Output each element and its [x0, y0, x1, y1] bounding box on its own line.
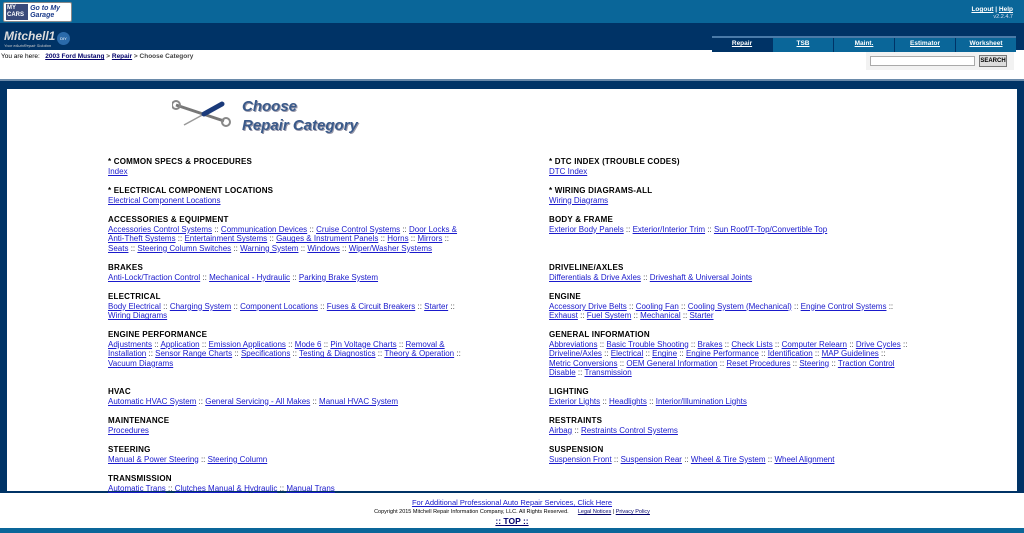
- section-links: [549, 426, 909, 436]
- category-link[interactable]: Traction Control Disable: [549, 358, 895, 378]
- separator: ::: [575, 368, 585, 378]
- section-title: TRANSMISSION: [108, 474, 172, 483]
- logo-text: Mitchell1: [4, 29, 56, 43]
- separator: ::: [600, 396, 610, 406]
- category-section: [108, 263, 468, 282]
- category-link[interactable]: Engine Control Systems: [800, 301, 887, 311]
- category-section: [108, 387, 468, 406]
- separator: ::: [790, 358, 800, 368]
- category-section: [108, 445, 468, 464]
- section-links: [108, 196, 468, 206]
- separator: ::: [400, 224, 409, 234]
- category-link[interactable]: Airbag: [549, 425, 573, 435]
- category-link[interactable]: Engine Performance: [685, 349, 759, 359]
- section-title: * COMMON SPECS & PROCEDURES: [108, 157, 253, 166]
- section-links: [108, 225, 468, 254]
- category-link[interactable]: Brakes: [697, 339, 723, 349]
- category-link[interactable]: Metric Conversions: [549, 358, 618, 368]
- separator: ::: [317, 301, 327, 311]
- separator: ::: [688, 339, 698, 349]
- category-link[interactable]: Manual Trans: [286, 483, 335, 493]
- separator: ::: [152, 339, 161, 349]
- mitchell1-logo: [4, 29, 55, 48]
- category-link[interactable]: Gauges & Instrument Panels: [276, 234, 379, 244]
- category-link[interactable]: Testing & Diagnostics: [299, 349, 376, 359]
- section-links: [549, 196, 909, 206]
- category-link[interactable]: Interior/Illumination Lights: [655, 396, 747, 406]
- tab-worksheet[interactable]: Worksheet: [956, 38, 1016, 52]
- search-area: [866, 52, 1014, 70]
- category-link[interactable]: Headlights: [609, 396, 647, 406]
- tab-maint[interactable]: Maint.: [834, 38, 894, 52]
- category-link[interactable]: Sensor Range Charts: [155, 349, 233, 359]
- help-link[interactable]: Help: [998, 6, 1013, 13]
- logo-tagline: Your eAutoRepair Solution: [4, 43, 52, 48]
- separator: ::: [646, 396, 656, 406]
- separator: ::: [765, 454, 775, 464]
- separator: ::: [886, 301, 894, 311]
- category-link[interactable]: Emission Applications: [208, 339, 286, 349]
- separator: ::: [165, 483, 175, 493]
- section-links: [108, 302, 468, 321]
- separator: ::: [267, 234, 277, 244]
- separator: ::: [878, 349, 886, 359]
- category-link[interactable]: Vacuum Diagrams: [108, 358, 174, 368]
- separator: ::: [290, 272, 299, 282]
- separator: ::: [640, 272, 650, 282]
- category-link[interactable]: Wiring Diagrams: [549, 195, 609, 205]
- category-link[interactable]: Steering: [799, 358, 830, 368]
- category-link[interactable]: Abbreviations: [549, 339, 598, 349]
- separator: ::: [572, 425, 582, 435]
- separator: ::: [577, 311, 587, 321]
- section-links: [549, 273, 909, 283]
- category-link[interactable]: Identification: [767, 349, 813, 359]
- category-link[interactable]: Pin Voltage Charts: [330, 339, 397, 349]
- category-section: [549, 157, 909, 176]
- category-link[interactable]: Starter: [424, 301, 449, 311]
- category-section: [549, 215, 909, 234]
- separator: ::: [623, 224, 633, 234]
- category-link[interactable]: Windows: [307, 243, 340, 253]
- section-links: [549, 340, 909, 378]
- category-link[interactable]: Suspension Front: [549, 454, 612, 464]
- category-link[interactable]: Electrical Component Locations: [108, 195, 221, 205]
- category-link[interactable]: Accessories Control Systems: [108, 224, 213, 234]
- breadcrumb-current: Choose Category: [139, 53, 194, 60]
- category-link[interactable]: General Servicing - All Makes: [205, 396, 311, 406]
- category-link[interactable]: Exterior/Interior Trim: [632, 224, 706, 234]
- back-to-top-link[interactable]: :: TOP ::: [495, 516, 529, 526]
- section-links: [108, 426, 468, 436]
- content-frame: [0, 79, 1024, 493]
- page-title: [242, 97, 358, 135]
- separator: ::: [601, 349, 611, 359]
- category-section: [549, 292, 909, 321]
- separator: ::: [643, 349, 653, 359]
- category-link[interactable]: Electrical: [610, 349, 644, 359]
- category-link[interactable]: Index: [108, 166, 128, 176]
- separator: ::: [846, 339, 856, 349]
- category-link[interactable]: Computer Relearn: [781, 339, 847, 349]
- category-link[interactable]: Automatic HVAC System: [108, 396, 197, 406]
- separator: ::: [448, 301, 455, 311]
- separator: ::: [454, 349, 461, 359]
- separator: ::: [705, 224, 714, 234]
- category-link[interactable]: Reset Procedures: [726, 358, 791, 368]
- section-title: RESTRAINTS: [549, 416, 603, 425]
- separator: ::: [681, 454, 691, 464]
- separator: ::: [722, 339, 732, 349]
- legal-notices-link[interactable]: Legal Notices: [577, 509, 612, 515]
- category-panel: [7, 89, 1017, 491]
- category-link[interactable]: Component Locations: [240, 301, 318, 311]
- privacy-policy-link[interactable]: Privacy Policy: [615, 509, 650, 515]
- category-link[interactable]: Check Lists: [731, 339, 773, 349]
- separator: ::: [631, 311, 641, 321]
- tools-icon: [172, 99, 234, 129]
- category-link[interactable]: Exterior Lights: [549, 396, 601, 406]
- category-link[interactable]: Steering Column: [207, 454, 268, 464]
- category-link[interactable]: Warning System: [240, 243, 299, 253]
- category-link[interactable]: Specifications: [240, 349, 291, 359]
- separator: ::: [212, 224, 221, 234]
- category-link[interactable]: Driveline/Axles: [549, 349, 602, 359]
- separator: ::: [408, 234, 418, 244]
- separator: ::: [231, 243, 241, 253]
- separator: ::: [758, 349, 768, 359]
- category-link[interactable]: DTC Index: [549, 166, 588, 176]
- section-title: ACCESSORIES & EQUIPMENT: [108, 215, 229, 224]
- category-link[interactable]: Basic Trouble Shooting: [606, 339, 689, 349]
- go-to-my-garage-button[interactable]: [3, 2, 72, 22]
- separator: ::: [285, 339, 295, 349]
- category-link[interactable]: Restraints Control Systems: [581, 425, 678, 435]
- title-line1: Choose: [242, 98, 298, 115]
- section-title: SUSPENSION: [549, 445, 604, 454]
- category-section: [108, 292, 468, 321]
- logout-link[interactable]: Logout: [971, 6, 994, 13]
- my-cars-plate: MY CARS: [6, 4, 28, 20]
- section-links: [108, 397, 468, 407]
- category-link[interactable]: Clutches Manual & Hydraulic: [174, 483, 278, 493]
- category-link[interactable]: Fuses & Circuit Breakers: [326, 301, 416, 311]
- category-link[interactable]: Cruise Control Systems: [316, 224, 401, 234]
- category-section: [108, 215, 468, 253]
- category-link[interactable]: Horns: [387, 234, 409, 244]
- separator: ::: [717, 358, 727, 368]
- breadcrumb-vehicle[interactable]: 2003 Ford Mustang: [45, 53, 105, 60]
- separator: ::: [378, 234, 388, 244]
- search-button[interactable]: SEARCH: [979, 55, 1007, 67]
- separator: ::: [175, 234, 185, 244]
- separator: ::: [196, 396, 206, 406]
- category-link[interactable]: Wiring Diagrams: [108, 311, 168, 321]
- separator: ::: [626, 301, 636, 311]
- separator: ::: [310, 396, 320, 406]
- section-title: STEERING: [108, 445, 151, 454]
- category-link[interactable]: Procedures: [108, 425, 149, 435]
- category-section: [108, 157, 468, 176]
- section-links: [108, 167, 468, 177]
- separator: ::: [680, 311, 690, 321]
- category-link[interactable]: Steering Column Switches: [137, 243, 232, 253]
- separator: ::: [396, 339, 406, 349]
- separator: ::: [812, 349, 822, 359]
- category-link[interactable]: Seats: [108, 243, 129, 253]
- category-section: [549, 445, 909, 464]
- category-section: [549, 263, 909, 282]
- category-link[interactable]: MAP Guidelines: [821, 349, 879, 359]
- category-link[interactable]: Driveshaft & Universal Joints: [649, 272, 753, 282]
- category-link[interactable]: Removal & Installation: [108, 339, 445, 359]
- section-links: [549, 225, 909, 235]
- section-links: [108, 273, 468, 283]
- search-input[interactable]: [870, 56, 975, 66]
- section-links: [108, 340, 468, 369]
- diy-badge: DIY: [57, 32, 70, 45]
- category-section: [549, 186, 909, 205]
- category-link[interactable]: Wiper/Washer Systems: [348, 243, 432, 253]
- section-title: ELECTRICAL: [108, 292, 161, 301]
- main-tabs: [712, 36, 1016, 52]
- breadcrumb: You are here: 2003 Ford Mustang > Repair > Choose Category: [1, 53, 194, 60]
- section-title: BODY & FRAME: [549, 215, 614, 224]
- section-title: BRAKES: [108, 263, 143, 272]
- separator: ::: [678, 301, 688, 311]
- copyright-text: Copyright 2015 Mitchell Repair Information Company, LLC. All Rights Reserved.: [374, 509, 569, 515]
- separator: ::: [611, 454, 621, 464]
- category-link[interactable]: Mechanical: [640, 311, 681, 321]
- separator: ::: [339, 243, 349, 253]
- separator: ::: [617, 358, 627, 368]
- separator: ::: [900, 339, 908, 349]
- category-link[interactable]: Transmission: [584, 368, 632, 378]
- category-link[interactable]: Charging System: [169, 301, 232, 311]
- category-link[interactable]: Cooling Fan: [635, 301, 679, 311]
- category-link[interactable]: Adjustments: [108, 339, 153, 349]
- separator: ::: [232, 349, 241, 359]
- account-links: Logout | Help v2.2.4.7: [971, 6, 1013, 20]
- separator: ::: [199, 339, 209, 349]
- category-link[interactable]: Entertainment Systems: [184, 234, 268, 244]
- category-link[interactable]: Exhaust: [549, 311, 578, 321]
- category-link[interactable]: Suspension Rear: [620, 454, 682, 464]
- category-link[interactable]: Wheel & Tire System: [690, 454, 766, 464]
- section-title: * WIRING DIAGRAMS-ALL: [549, 186, 653, 195]
- section-title: DRIVELINE/AXLES: [549, 263, 624, 272]
- separator: ::: [198, 454, 208, 464]
- separator: ::: [375, 349, 385, 359]
- section-title: MAINTENANCE: [108, 416, 170, 425]
- separator: ::: [677, 349, 686, 359]
- separator: ::: [442, 234, 450, 244]
- category-section: [549, 387, 909, 406]
- separator: ::: [146, 349, 156, 359]
- category-link[interactable]: Theory & Operation: [384, 349, 455, 359]
- category-link[interactable]: Door Locks & Anti-Theft Systems: [108, 224, 458, 244]
- category-link[interactable]: Differentials & Drive Axles: [549, 272, 641, 282]
- category-link[interactable]: Wheel Alignment: [774, 454, 835, 464]
- separator: ::: [415, 301, 425, 311]
- section-links: [549, 167, 909, 177]
- category-link[interactable]: Mode 6: [294, 339, 322, 349]
- category-link[interactable]: Mechanical - Hydraulic: [209, 272, 290, 282]
- tab-tsb[interactable]: TSB: [773, 38, 833, 52]
- separator: ::: [231, 301, 241, 311]
- separator: ::: [597, 339, 607, 349]
- category-link[interactable]: Mirrors: [417, 234, 443, 244]
- separator: ::: [200, 272, 210, 282]
- category-section: [108, 186, 468, 205]
- breadcrumb-repair[interactable]: Repair: [111, 53, 133, 60]
- section-title: * ELECTRICAL COMPONENT LOCATIONS: [108, 186, 274, 195]
- category-section: [108, 330, 468, 368]
- section-title: ENGINE PERFORMANCE: [108, 330, 208, 339]
- section-links: [108, 455, 468, 465]
- category-link[interactable]: OEM General Information: [626, 358, 718, 368]
- separator: ::: [791, 301, 801, 311]
- section-links: [549, 397, 909, 407]
- separator: ::: [290, 349, 300, 359]
- breadcrumb-prefix: You are here:: [1, 53, 40, 60]
- section-links: [549, 302, 909, 321]
- garage-label: Go to My Garage: [30, 5, 61, 19]
- section-links: [549, 455, 909, 465]
- category-link[interactable]: Fuel System: [586, 311, 632, 321]
- section-title: ENGINE: [549, 292, 581, 301]
- top-bar: [0, 0, 1024, 23]
- separator: ::: [160, 301, 170, 311]
- category-link[interactable]: Communication Devices: [220, 224, 308, 234]
- category-link[interactable]: Manual HVAC System: [319, 396, 399, 406]
- separator: ::: [307, 224, 317, 234]
- category-link[interactable]: Automatic Trans: [108, 483, 166, 493]
- category-link[interactable]: Sun Roof/T-Top/Convertible Top: [713, 224, 828, 234]
- section-title: * DTC INDEX (TROUBLE CODES): [549, 157, 680, 166]
- category-link[interactable]: Application: [160, 339, 200, 349]
- tab-estimator[interactable]: Estimator: [895, 38, 955, 52]
- category-link[interactable]: Drive Cycles: [855, 339, 901, 349]
- tab-repair[interactable]: Repair: [712, 38, 772, 52]
- bottom-bar: [0, 528, 1024, 533]
- additional-services-link[interactable]: For Additional Professional Auto Repair Services, Click Here: [411, 498, 613, 507]
- copyright: Copyright 2015 Mitchell Repair Information Company, LLC. All Rights Reserved. Legal Notices | Privacy Policy: [374, 509, 650, 515]
- category-link[interactable]: Anti-Lock/Traction Control: [108, 272, 201, 282]
- category-section: [108, 416, 468, 435]
- category-link[interactable]: Cooling System (Mechanical): [687, 301, 792, 311]
- separator: ::: [321, 339, 331, 349]
- separator: ::: [277, 483, 287, 493]
- category-link[interactable]: Parking Brake System: [298, 272, 379, 282]
- title-line2: Repair Category: [242, 117, 358, 134]
- category-link[interactable]: Body Electrical: [108, 301, 161, 311]
- separator: ::: [772, 339, 782, 349]
- category-link[interactable]: Manual & Power Steering: [108, 454, 199, 464]
- category-link[interactable]: Engine: [652, 349, 678, 359]
- version: v2.2.4.7: [993, 14, 1013, 20]
- section-title: HVAC: [108, 387, 131, 396]
- separator: ::: [829, 358, 838, 368]
- section-title: LIGHTING: [549, 387, 589, 396]
- separator: ::: [128, 243, 138, 253]
- footer: [0, 491, 1024, 526]
- section-title: GENERAL INFORMATION: [549, 330, 650, 339]
- category-link[interactable]: Accessory Drive Belts: [549, 301, 627, 311]
- category-link[interactable]: Exterior Body Panels: [549, 224, 624, 234]
- category-section: [549, 416, 909, 435]
- separator: ::: [298, 243, 308, 253]
- category-section: [549, 330, 909, 378]
- category-link[interactable]: Starter: [689, 311, 714, 321]
